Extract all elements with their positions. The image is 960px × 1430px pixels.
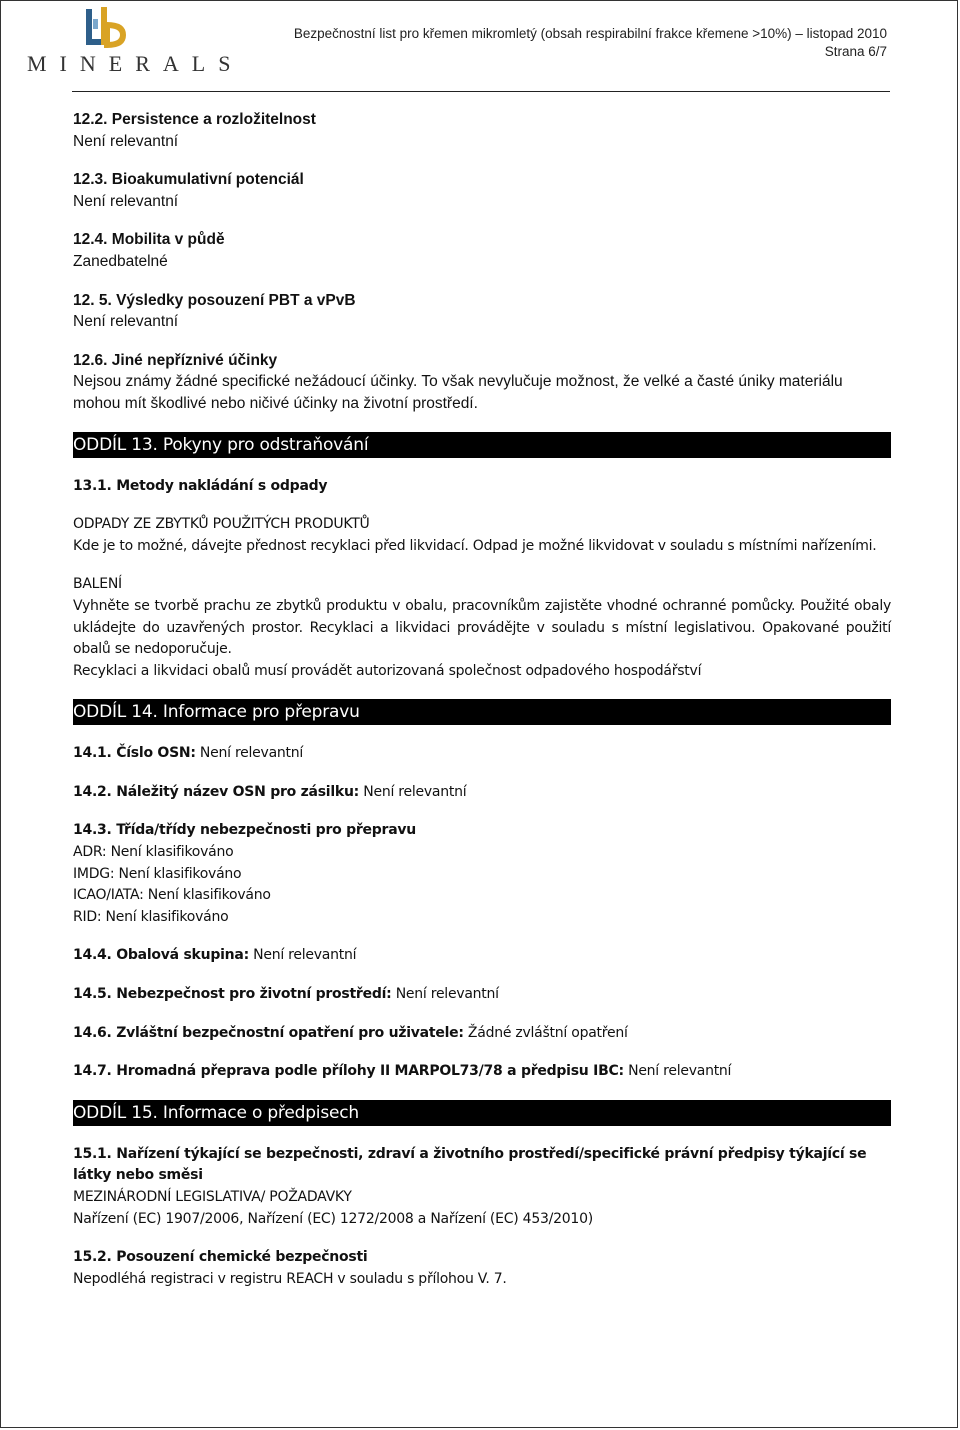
text-packaging-2: Recyklaci a likvidaci obalů musí provádět autorizovaná společnost odpadového hospodářství bbox=[73, 662, 702, 679]
section-14-2 bbox=[73, 782, 891, 804]
section-12-5 bbox=[73, 290, 891, 333]
logo-wordmark: MINERALS bbox=[27, 51, 244, 76]
heading-12-3: 12.3. Bioakumulativní potenciál bbox=[73, 171, 304, 189]
label-14-5: 14.5. Nebezpečnost pro životní prostředí: bbox=[73, 986, 392, 1003]
value-adr: ADR: Není klasifikováno bbox=[73, 844, 234, 861]
value-14-6: Žádné zvláštní opatření bbox=[463, 1024, 628, 1041]
text-12-3: Není relevantní bbox=[73, 192, 179, 210]
section-15-1 bbox=[73, 1144, 891, 1230]
value-icao: ICAO/IATA: Není klasifikováno bbox=[73, 887, 271, 904]
subheading-international-legislation: MEZINÁRODNÍ LEGISLATIVA/ POŽADAVKY bbox=[73, 1189, 352, 1205]
heading-13-1: 13.1. Metody nakládání s odpady bbox=[73, 477, 328, 494]
section-12-2 bbox=[73, 109, 891, 152]
label-14-2: 14.2. Náležitý název OSN pro zásilku: bbox=[73, 783, 360, 800]
heading-12-4: 12.4. Mobilita v půdě bbox=[73, 231, 225, 249]
value-14-1: Není relevantní bbox=[195, 745, 304, 762]
section-14-4 bbox=[73, 945, 891, 967]
heading-15-1: 15.1. Nařízení týkající se bezpečnosti, zdraví a životního prostředí/specifické právní předpisy týkající se látky nebo směsi bbox=[73, 1145, 867, 1184]
text-12-4: Zanedbatelné bbox=[73, 252, 168, 270]
value-14-7: Není relevantní bbox=[623, 1063, 732, 1080]
document-body bbox=[73, 109, 891, 1307]
section-13-waste bbox=[73, 514, 891, 557]
subheading-packaging: BALENÍ bbox=[73, 576, 122, 593]
value-rid: RID: Není klasifikováno bbox=[73, 908, 229, 925]
section-14-7 bbox=[73, 1061, 891, 1083]
text-waste: Kde je to možné, dávejte přednost recyklaci před likvidací. Odpad je možné likvidovat v souladu s místními nařízeními. bbox=[73, 537, 877, 554]
section-14-5 bbox=[73, 984, 891, 1006]
heading-15-2: 15.2. Posouzení chemické bezpečnosti bbox=[73, 1249, 368, 1266]
value-14-4: Není relevantní bbox=[248, 947, 357, 964]
header-rule bbox=[72, 91, 890, 92]
value-14-5: Není relevantní bbox=[391, 986, 499, 1003]
section-12-6 bbox=[73, 350, 891, 415]
section-15-2 bbox=[73, 1247, 891, 1290]
label-14-3: 14.3. Třída/třídy nebezpečnosti pro přepravu bbox=[73, 822, 416, 839]
section-14-3 bbox=[73, 820, 891, 928]
value-imdg: IMDG: Není klasifikováno bbox=[73, 865, 242, 882]
subheading-waste: ODPADY ZE ZBYTKŮ POUŽITÝCH PRODUKTŮ bbox=[73, 516, 370, 533]
heading-12-5: 12. 5. Výsledky posouzení PBT a vPvB bbox=[73, 291, 356, 309]
section-14-1 bbox=[73, 743, 891, 765]
heading-12-6: 12.6. Jiné nepříznivé účinky bbox=[73, 351, 278, 369]
section-bar-14: ODDÍL 14. Informace pro přepravu bbox=[73, 699, 891, 725]
section-12-3 bbox=[73, 169, 891, 212]
text-12-5: Není relevantní bbox=[73, 313, 179, 331]
text-packaging: Vyhněte se tvorbě prachu ze zbytků produktu v obalu, pracovníkům zajistěte vhodné ochranné pomůcky. Použité obaly ukládejte do uzavřených prostor. Recyklaci a likvidaci provádějte v souladu s místní legislativou. Opakované použití obalů se nedoporučuje. bbox=[73, 597, 891, 658]
label-14-4: 14.4. Obalová skupina: bbox=[73, 947, 249, 964]
section-bar-15: ODDÍL 15. Informace o předpisech bbox=[73, 1100, 891, 1126]
section-14-6 bbox=[73, 1023, 891, 1045]
value-14-2: Není relevantní bbox=[359, 783, 467, 800]
page-header bbox=[1, 1, 959, 97]
section-13-1 bbox=[73, 476, 891, 498]
text-12-6: Nejsou známy žádné specifické nežádoucí účinky. To však nevylučuje možnost, že velké a časté úniky materiálu mohou mít škodlivé nebo ničivé účinky na životní prostředí. bbox=[73, 373, 843, 412]
section-13-packaging bbox=[73, 574, 891, 682]
heading-12-2: 12.2. Persistence a rozložitelnost bbox=[73, 111, 316, 128]
label-14-7: 14.7. Hromadná přeprava podle přílohy II MARPOL73/78 a předpisu IBC: bbox=[73, 1063, 624, 1080]
section-bar-13: ODDÍL 13. Pokyny pro odstraňování bbox=[73, 432, 891, 458]
label-14-6: 14.6. Zvláštní bezpečnostní opatření pro uživatele: bbox=[73, 1024, 464, 1041]
section-12-4 bbox=[73, 229, 891, 272]
text-15-2: Nepodléhá registraci v registru REACH v souladu s přílohou V. 7. bbox=[73, 1270, 507, 1287]
text-12-2: Není relevantní bbox=[73, 132, 179, 150]
header-document-title: Bezpečnostní list pro křemen mikromletý (obsah respirabilní frakce křemene >10%) – listopad 2010 bbox=[293, 26, 887, 41]
label-14-1: 14.1. Číslo OSN: bbox=[73, 745, 196, 762]
text-15-1: Nařízení (EC) 1907/2006, Nařízení (EC) 1272/2008 a Nařízení (EC) 453/2010) bbox=[73, 1210, 593, 1227]
header-page-number: Strana 6/7 bbox=[824, 44, 887, 59]
